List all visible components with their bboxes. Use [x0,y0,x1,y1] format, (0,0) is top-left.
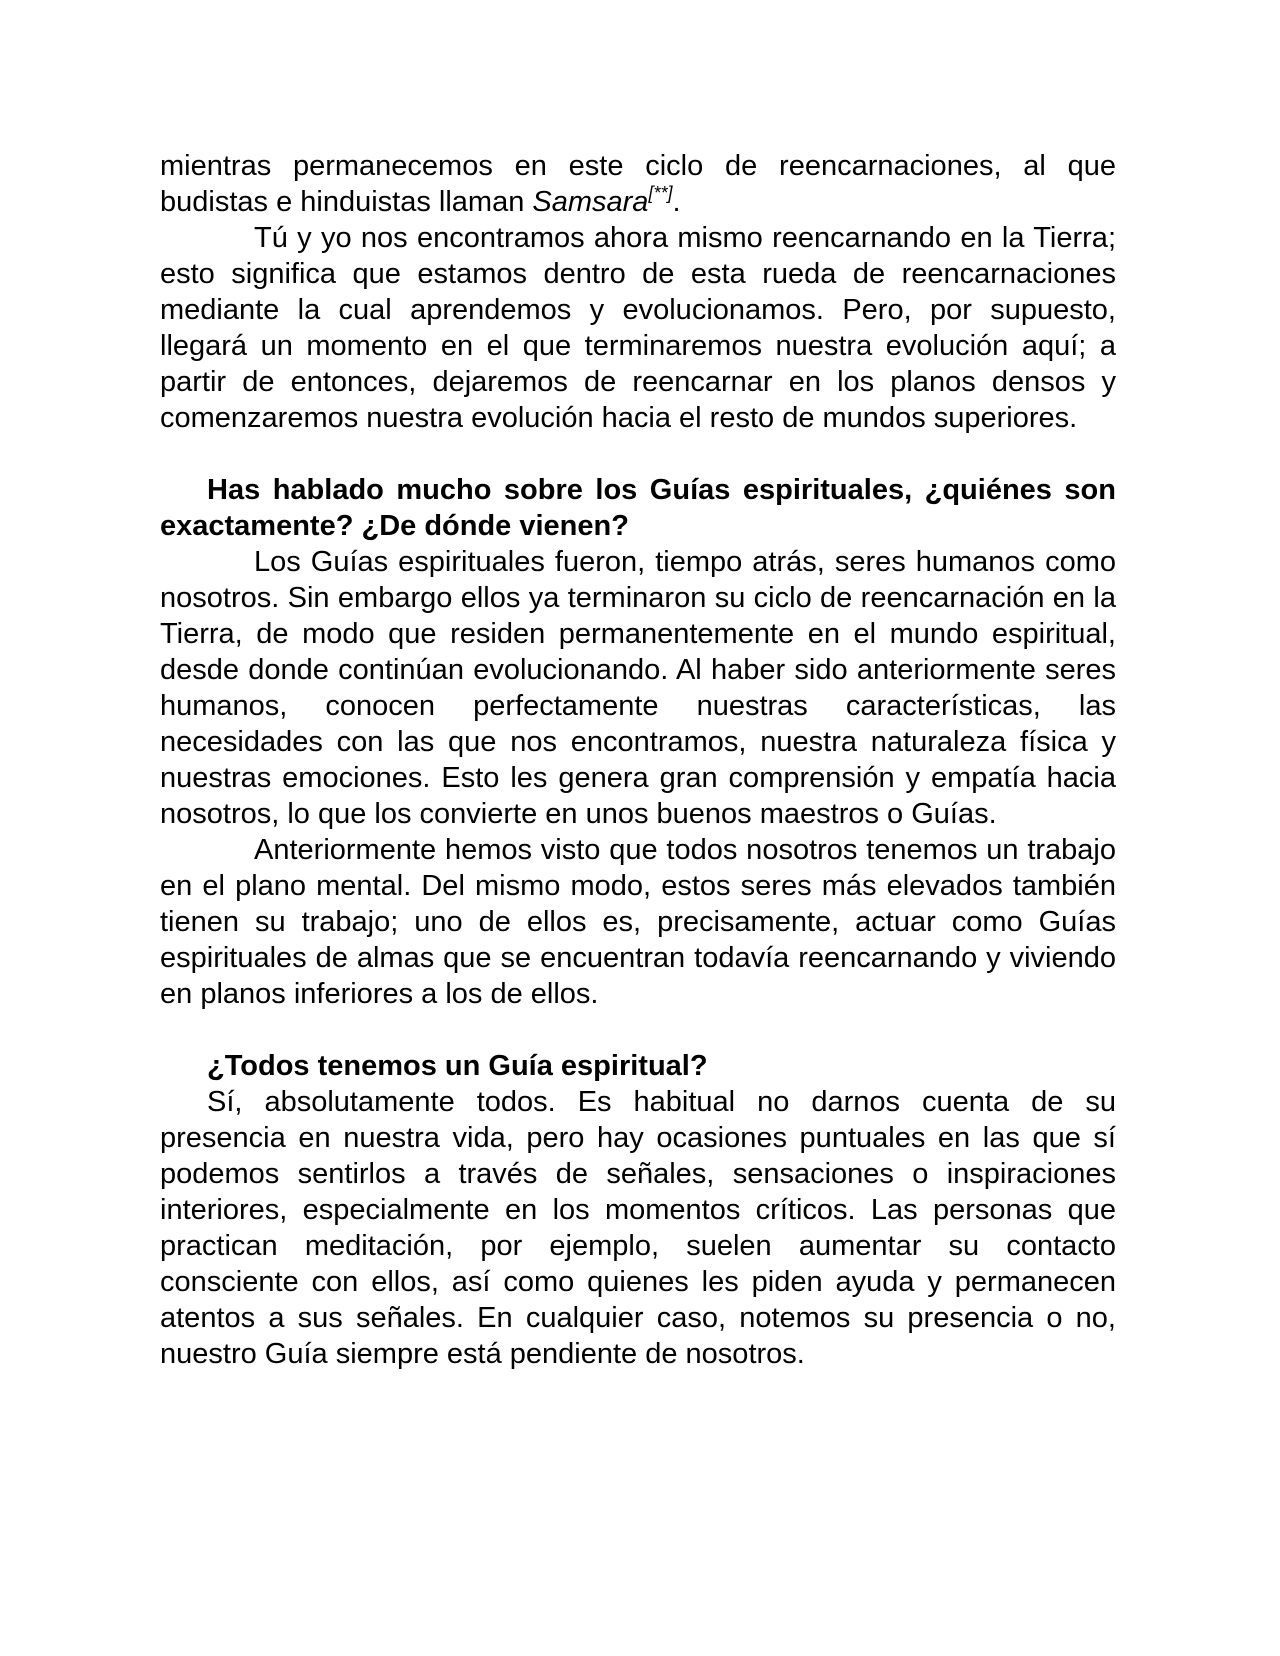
document-page [160,148,1116,1372]
paragraph-everyone-has-guide: Sí, absolutamente todos. Es habitual no darnos cuenta de su presencia en nuestra vida, pero hay ocasiones puntuales en las que sí podemos sentirlos a través de señales, sensaciones o inspiraciones interiores, especialmente en los momentos críticos. Las personas que practican meditación, por ejemplo, suelen aumentar su contacto consciente con ellos, así como quienes les piden ayuda y permanecen atentos a sus señales. En cualquier caso, notemos su presencia o no, nuestro Guía siempre está pendiente de nosotros. [160,1086,1116,1370]
paragraph-guides-origin: Los Guías espirituales fueron, tiempo atrás, seres humanos como nosotros. Sin embargo ellos ya terminaron su ciclo de reencarnación en la Tierra, de modo que residen permanentemente en el mundo espiritual, desde donde continúan evolucionando. Al haber sido anteriormente seres humanos, conocen perfectamente nuestras características, las necesidades con las que nos encontramos, nuestra naturaleza física y nuestras emociones. Esto les genera gran comprensión y empatía hacia nosotros, lo que los convierte en unos buenos maestros o Guías. [160,546,1116,830]
sentence-end: . [672,186,681,218]
question-heading-guides: Has hablado mucho sobre los Guías espirituales, ¿quiénes son exactamente? ¿De dónde vienen? [160,474,1116,542]
question-heading-everyone: ¿Todos tenemos un Guía espiritual? [207,1050,708,1082]
samsara-term: Samsara [532,186,649,218]
paragraph-samsara [160,148,1116,220]
paragraph-guides-work: Anteriormente hemos visto que todos nosotros tenemos un trabajo en el plano mental. Del mismo modo, estos seres más elevados también tienen su trabajo; uno de ellos es, precisamente, actuar como Guías espirituales de almas que se encuentran todavía reencarnando y viviendo en planos inferiores a los de ellos. [160,834,1116,1010]
paragraph-text: mientras permanecemos en este ciclo de reencarnaciones, al que budistas e hinduistas llaman [160,150,1116,218]
footnote-ref[interactable]: [**] [648,183,673,203]
paragraph-reincarnation: Tú y yo nos encontramos ahora mismo reencarnando en la Tierra; esto significa que estamos dentro de esta rueda de reencarnaciones mediante la cual aprendemos y evolucionamos. Pero, por supuesto, llegará un momento en el que terminaremos nuestra evolución aquí; a partir de entonces, dejaremos de reencarnar en los planos densos y comenzaremos nuestra evolución hacia el resto de mundos superiores. [160,222,1116,434]
